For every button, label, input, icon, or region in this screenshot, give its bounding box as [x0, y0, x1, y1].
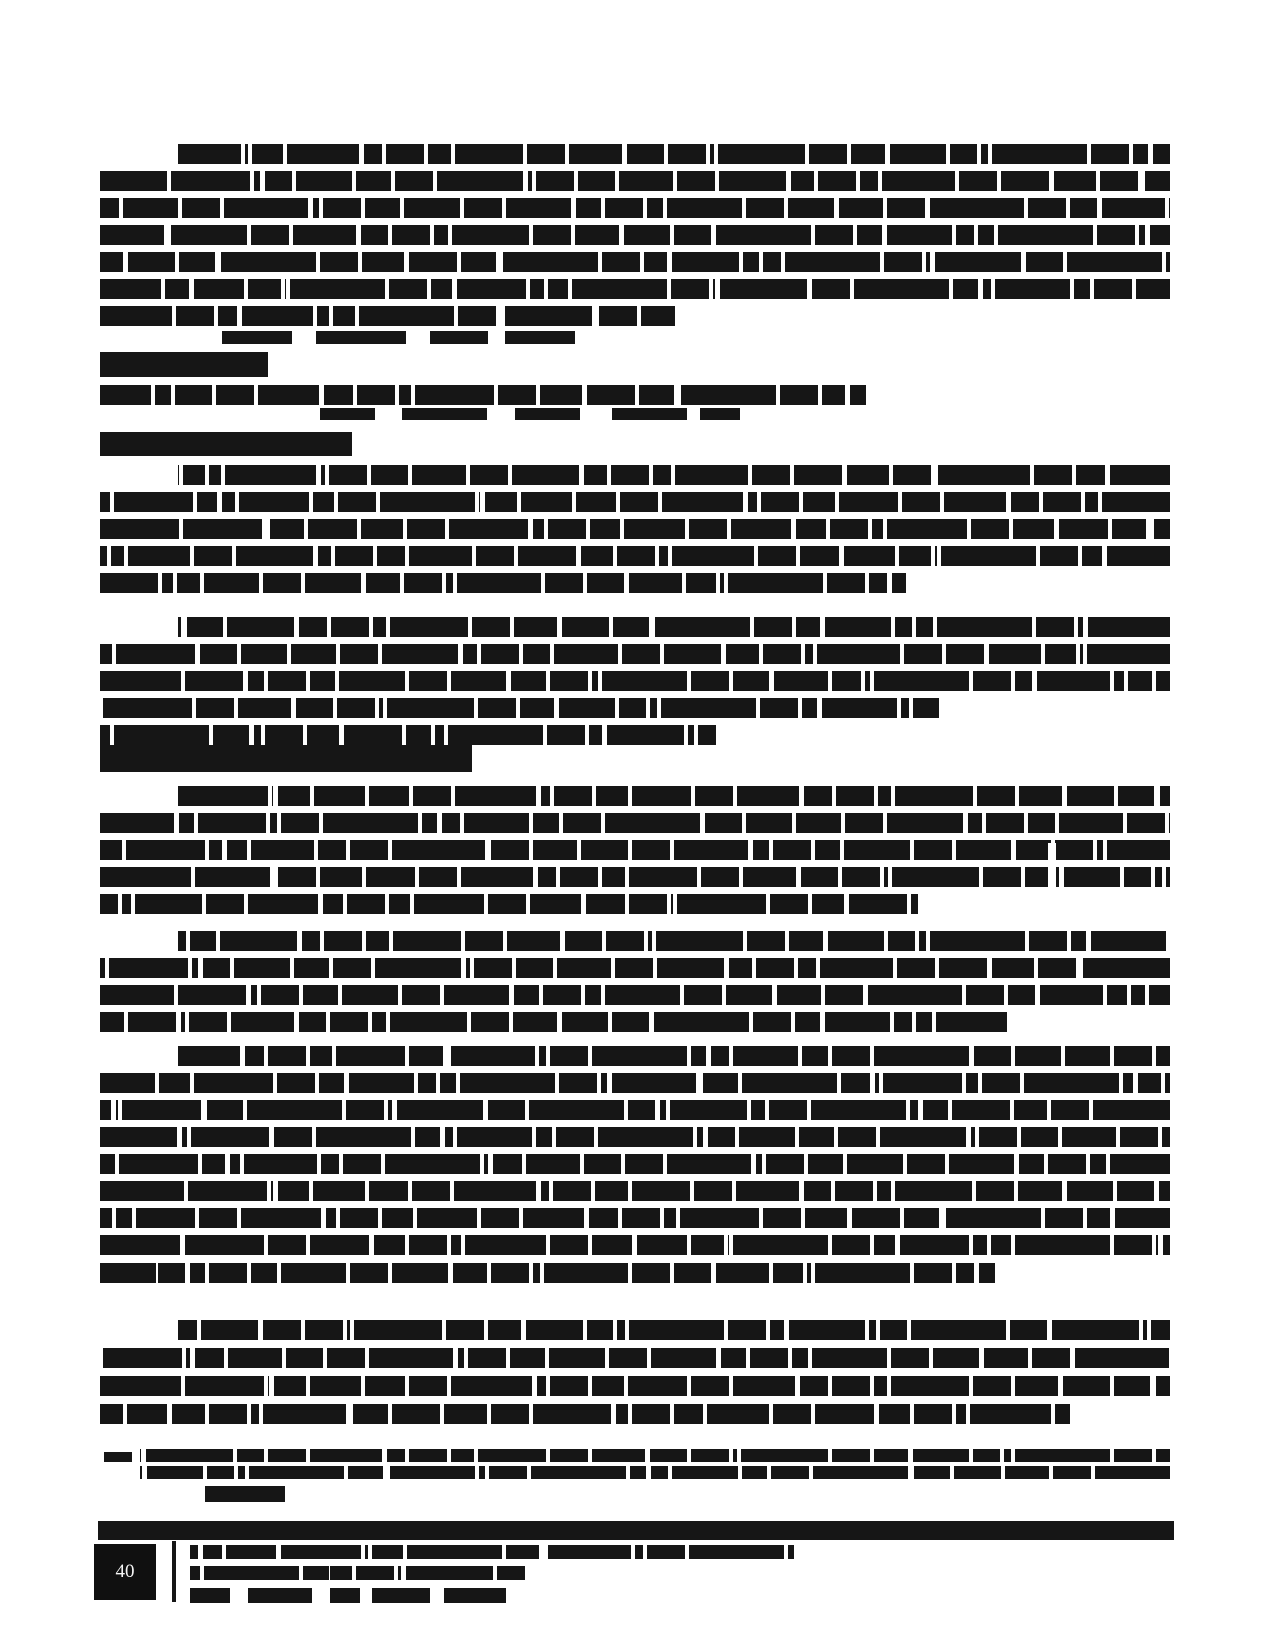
paragraph-7-line [100, 1376, 1170, 1396]
heading-3 [100, 745, 472, 772]
footnote-tail-chunk [205, 1486, 285, 1502]
heading-1 [100, 352, 268, 377]
paragraph-2-line [178, 465, 1170, 485]
paragraph-4-line [100, 813, 1170, 833]
paragraph-4-line [178, 786, 1170, 806]
paragraph-1-line [100, 306, 675, 326]
paragraph-1-line [100, 225, 1170, 245]
paragraph-3-line [100, 644, 1170, 664]
paragraph-1-line [100, 198, 1170, 218]
paragraph-7-line [100, 1348, 1170, 1368]
paragraph-2-line [100, 546, 1170, 566]
paragraph-1-line [178, 144, 1170, 164]
source-line-descenders-chunk [700, 408, 740, 420]
paragraph-2-line [100, 573, 906, 593]
footnote-line-2-line [140, 1466, 1170, 1479]
paragraph-6-line [100, 1127, 1170, 1147]
heading-2 [100, 432, 352, 456]
paragraph-3-line [100, 698, 940, 718]
footer-line-3-chunk [330, 1588, 360, 1603]
scan-artifact-gap [1048, 843, 1056, 911]
paragraph-1-line [100, 252, 1170, 272]
paragraph-6-line [178, 1046, 1170, 1066]
paragraph-6-line [100, 1235, 1170, 1255]
paragraph-1-descenders-chunk [505, 331, 575, 344]
paragraph-5-line [100, 1012, 1007, 1032]
paragraph-1-line [100, 171, 1170, 191]
paragraph-1-descenders-chunk [430, 331, 488, 344]
footer-line-2-line [190, 1566, 525, 1580]
source-line-descenders-chunk [402, 408, 487, 420]
paragraph-2-line [100, 519, 1170, 539]
paragraph-6-line [100, 1263, 995, 1283]
footnote-line-1-line [140, 1449, 1170, 1462]
paragraph-5-line [100, 958, 1170, 978]
paragraph-3-line [178, 617, 1170, 637]
paragraph-3-line [100, 725, 716, 745]
paragraph-6-line [100, 1154, 1170, 1174]
paragraph-1-descenders-chunk [316, 331, 406, 344]
footnote-marker-chunk [104, 1452, 132, 1462]
footer-line-3-chunk [444, 1588, 506, 1603]
footer-line-3-chunk [248, 1588, 312, 1603]
paragraph-6-line [100, 1208, 1170, 1228]
source-line-descenders-chunk [515, 408, 580, 420]
paragraph-4-line [100, 867, 1170, 887]
paragraph-6-line [100, 1073, 1170, 1093]
paragraph-6-line [100, 1181, 1170, 1201]
paragraph-6-line [100, 1100, 1170, 1120]
paragraph-5-line [100, 985, 1170, 1005]
paragraph-5-line [178, 931, 1170, 951]
paragraph-4-line [100, 894, 918, 914]
source-line-line [100, 385, 866, 405]
paragraph-2-line [100, 492, 1170, 512]
paragraph-7-line [100, 1404, 1070, 1424]
paragraph-4-line [100, 840, 1170, 860]
paragraph-3-line [100, 671, 1170, 691]
page-number: 40 [115, 1561, 135, 1582]
footer-rule [172, 1541, 176, 1602]
source-line-descenders-chunk [320, 408, 375, 420]
footer-line-1-line [190, 1545, 794, 1559]
footer-bar [98, 1521, 1174, 1540]
paragraph-7-line [178, 1320, 1170, 1340]
footer-line-3-chunk [190, 1588, 230, 1603]
paragraph-1-descenders-chunk [222, 331, 292, 344]
paragraph-1-line [100, 279, 1170, 299]
footer-line-3-chunk [372, 1588, 430, 1603]
page-number-box [94, 1544, 156, 1600]
source-line-descenders-chunk [612, 408, 687, 420]
